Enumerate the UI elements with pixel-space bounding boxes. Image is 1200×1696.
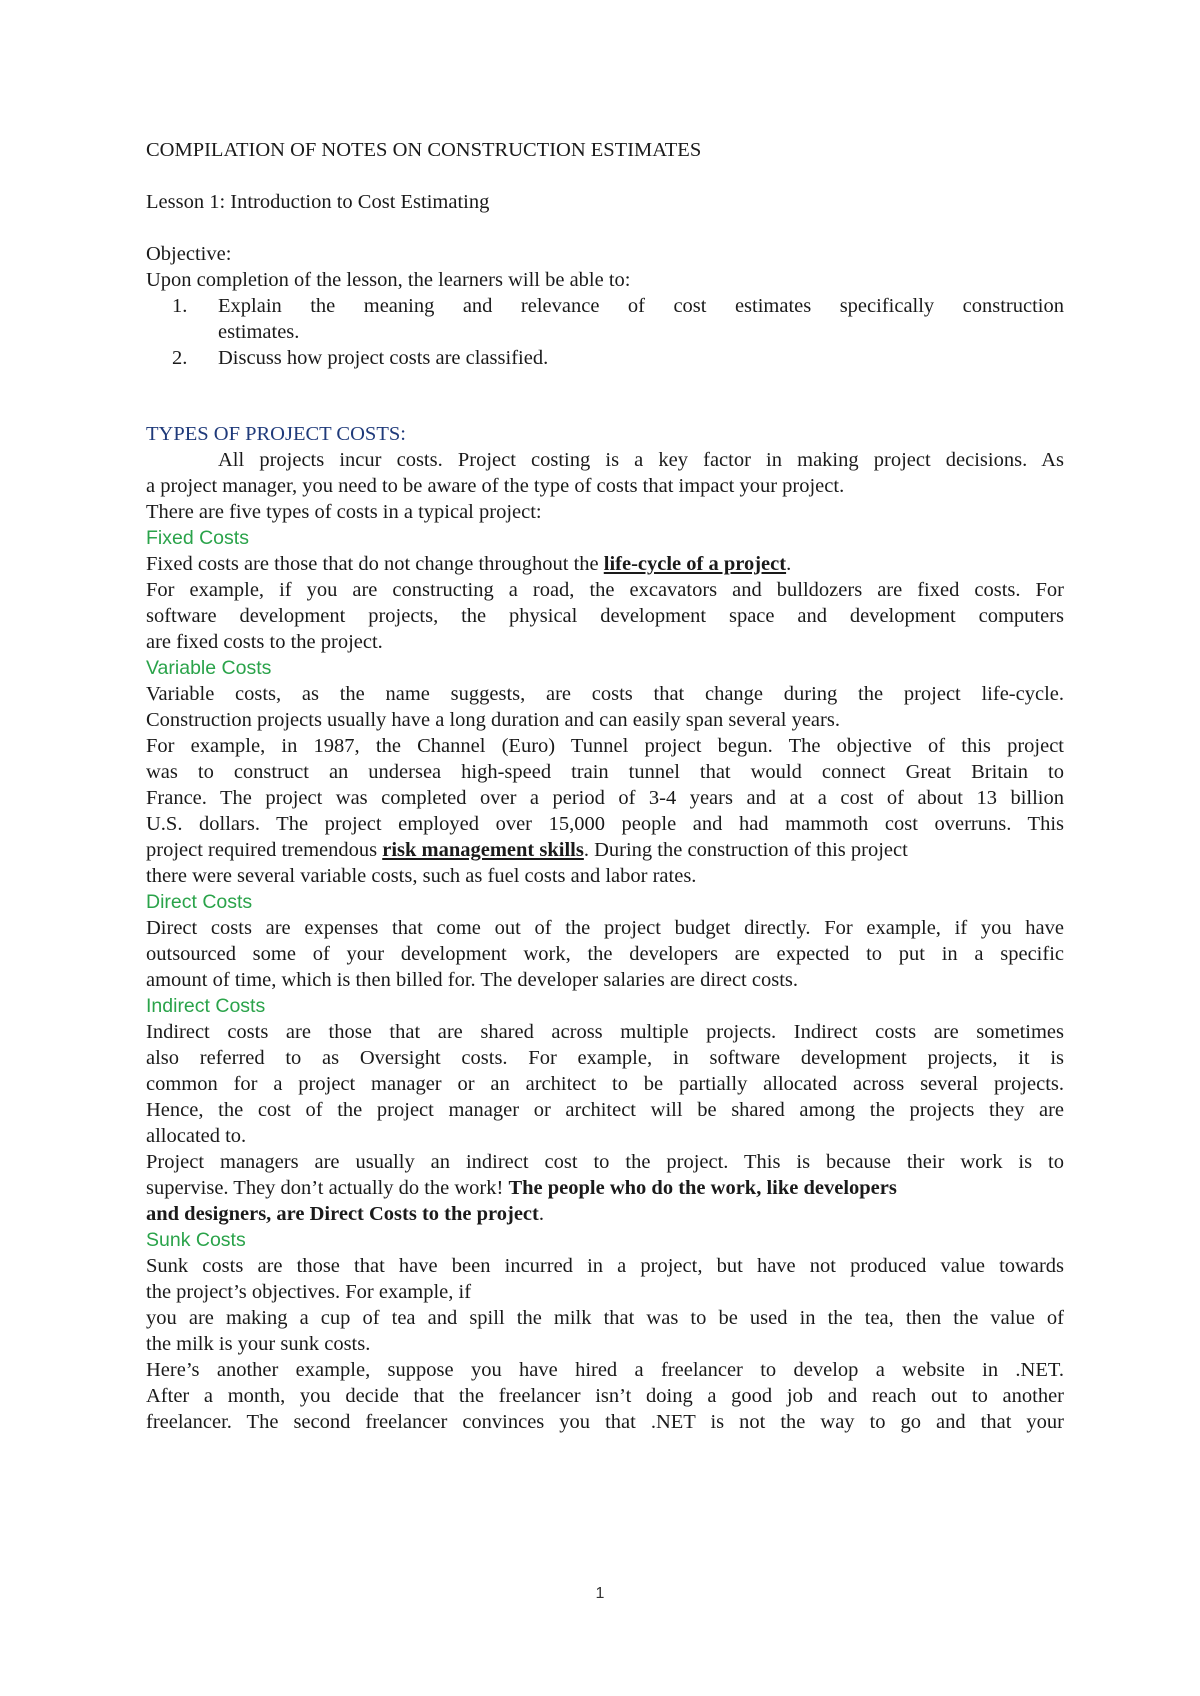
text-run: . During the construction of this project: [583, 839, 908, 861]
paragraph-line: Indirect costs are those that are shared across multiple projects. Indirect costs are sometimes: [146, 1021, 1064, 1043]
list-text: Explain the meaning and relevance of cost estimates specifically construction: [218, 295, 1064, 317]
text-run: .: [538, 1203, 544, 1225]
paragraph-line: a project manager, you need to be aware of the type of costs that impact your project.: [146, 475, 845, 497]
objective-intro: Upon completion of the lesson, the learners will be able to:: [146, 269, 631, 291]
paragraph-line: After a month, you decide that the freelancer isn’t doing a good job and reach out to another: [146, 1385, 1064, 1407]
lesson-title: Lesson 1: Introduction to Cost Estimating: [146, 191, 490, 213]
risk-management-link[interactable]: risk management skills: [382, 839, 584, 861]
paragraph-line: Hence, the cost of the project manager or architect will be shared among the projects they are: [146, 1099, 1064, 1121]
objective-label: Objective:: [146, 243, 232, 265]
paragraph-line: software development projects, the physical development space and development computers: [146, 605, 1064, 627]
paragraph-line: common for a project manager or an architect to be partially allocated across several projects.: [146, 1073, 1064, 1095]
text-run: Fixed costs are those that do not change throughout the: [146, 553, 604, 575]
paragraph-line: Construction projects usually have a long duration and can easily span several years.: [146, 709, 840, 731]
paragraph-line: was to construct an undersea high-speed train tunnel that would connect Great Britain to: [146, 761, 1064, 783]
paragraph-line: U.S. dollars. The project employed over 15,000 people and had mammoth cost overruns. This: [146, 813, 1064, 835]
subheading-variable-costs: Variable Costs: [146, 657, 272, 679]
paragraph-line: All projects incur costs. Project costing is a key factor in making project decisions. As: [218, 449, 1064, 471]
paragraph-line: outsourced some of your development work, the developers are expected to put in a specific: [146, 943, 1064, 965]
list-text: estimates.: [218, 321, 300, 343]
paragraph-line: you are making a cup of tea and spill the milk that was to be used in the tea, then the value of: [146, 1307, 1064, 1329]
paragraph-line: Project managers are usually an indirect cost to the project. This is because their work is to: [146, 1151, 1064, 1173]
paragraph-line: For example, if you are constructing a road, the excavators and bulldozers are fixed costs. For: [146, 579, 1064, 601]
subheading-sunk-costs: Sunk Costs: [146, 1229, 246, 1251]
paragraph-line: also referred to as Oversight costs. For example, in software development projects, it is: [146, 1047, 1064, 1069]
list-number: 2.: [172, 347, 188, 369]
section-heading: TYPES OF PROJECT COSTS:: [146, 423, 406, 445]
paragraph-line: are fixed costs to the project.: [146, 631, 383, 653]
paragraph-line: allocated to.: [146, 1125, 247, 1147]
paragraph-line: Here’s another example, suppose you have hired a freelancer to develop a website in .NET.: [146, 1359, 1064, 1381]
bold-text-run: and designers, are Direct Costs to the project: [146, 1203, 539, 1225]
paragraph-line: freelancer. The second freelancer convinces you that .NET is not the way to go and that your: [146, 1411, 1064, 1433]
subheading-fixed-costs: Fixed Costs: [146, 527, 249, 549]
subheading-direct-costs: Direct Costs: [146, 891, 253, 913]
paragraph-line: the project’s objectives. For example, if: [146, 1281, 472, 1303]
paragraph-line: amount of time, which is then billed for. The developer salaries are direct costs.: [146, 969, 799, 991]
bold-text-run: The people who do the work, like developers: [508, 1177, 897, 1199]
page-number: 1: [595, 1585, 605, 1602]
paragraph-line: [146, 836, 1064, 864]
paragraph-line: [146, 550, 1064, 578]
list-number: 1.: [172, 295, 188, 317]
list-text: Discuss how project costs are classified.: [218, 347, 549, 369]
paragraph-line: there were several variable costs, such as fuel costs and labor rates.: [146, 865, 697, 887]
paragraph-line: Direct costs are expenses that come out of the project budget directly. For example, if you have: [146, 917, 1064, 939]
text-run: .: [786, 553, 792, 575]
paragraph-line: [146, 1174, 1064, 1202]
paragraph-line: There are five types of costs in a typical project:: [146, 501, 542, 523]
paragraph-line: the milk is your sunk costs.: [146, 1333, 371, 1355]
paragraph-line: Variable costs, as the name suggests, are costs that change during the project life-cycle.: [146, 683, 1064, 705]
text-run: project required tremendous: [146, 839, 383, 861]
paragraph-line: Sunk costs are those that have been incurred in a project, but have not produced value towards: [146, 1255, 1064, 1277]
life-cycle-link[interactable]: life-cycle of a project: [603, 553, 787, 575]
text-run: supervise. They don’t actually do the work!: [146, 1177, 509, 1199]
paragraph-line: For example, in 1987, the Channel (Euro) Tunnel project begun. The objective of this project: [146, 735, 1064, 757]
paragraph-line: France. The project was completed over a period of 3-4 years and at a cost of about 13 billion: [146, 787, 1064, 809]
document-title: COMPILATION OF NOTES ON CONSTRUCTION ESTIMATES: [146, 139, 702, 161]
subheading-indirect-costs: Indirect Costs: [146, 995, 266, 1017]
paragraph-line: [146, 1200, 1064, 1228]
